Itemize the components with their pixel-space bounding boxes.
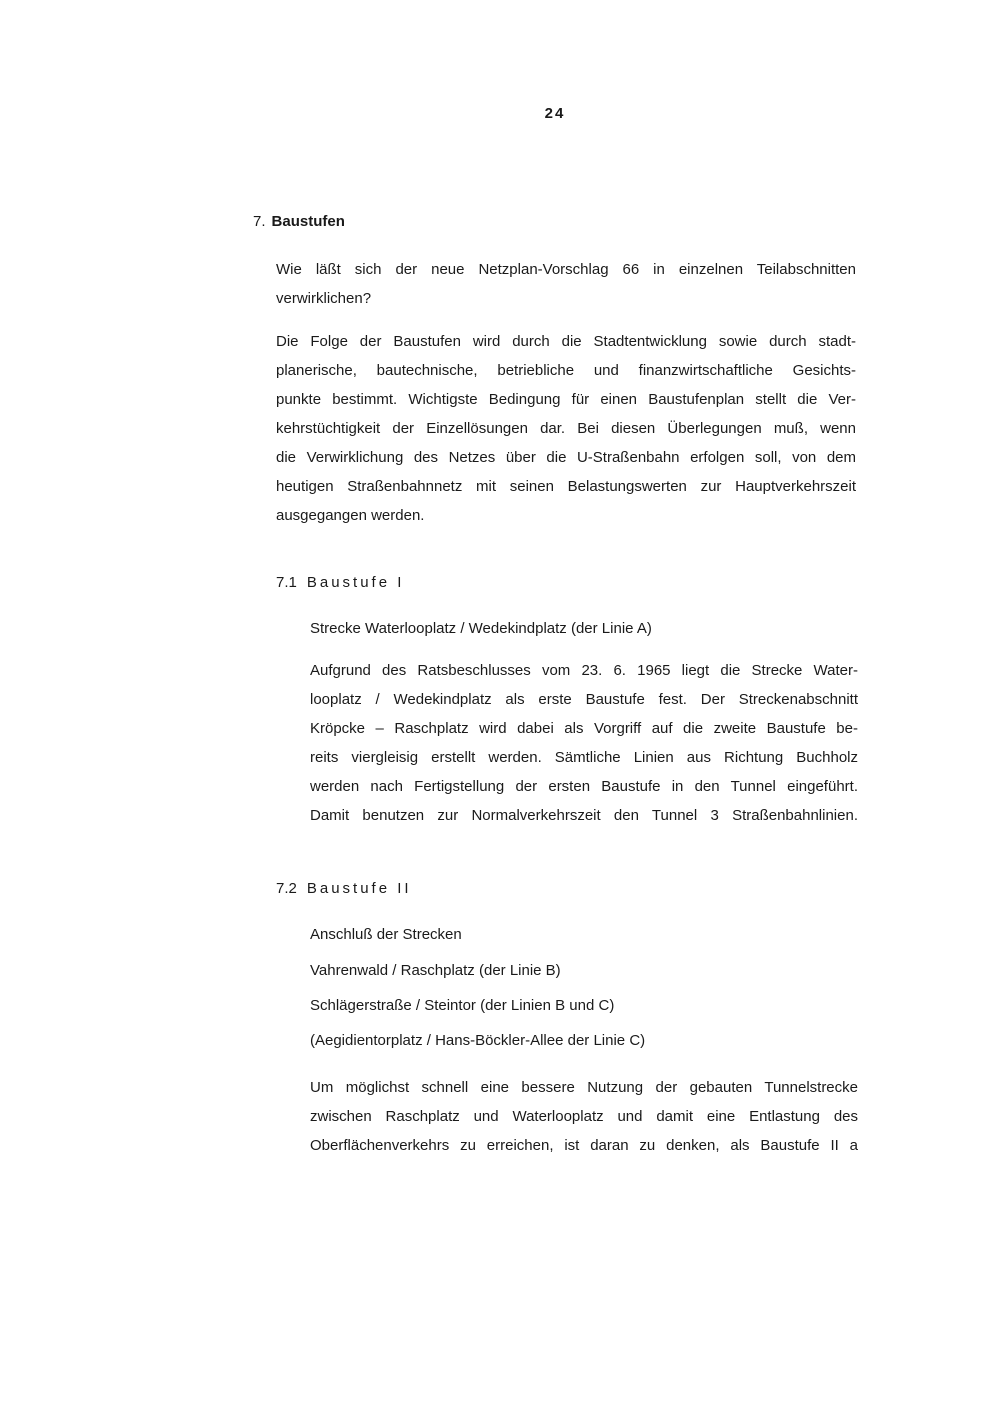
text-line: zwischen Raschplatz und Waterlooplatz und damit eine Entlastung des xyxy=(310,1108,858,1125)
intro-question xyxy=(276,255,856,313)
stage2-route: (Aegidientorplatz / Hans-Böckler-Allee der Linie C) xyxy=(310,1032,646,1049)
text-line: Aufgrund des Ratsbeschlusses vom 23. 6. 1965 liegt die Strecke Water- xyxy=(310,662,858,679)
text-line: Um möglichst schnell eine bessere Nutzung der gebauten Tunnelstrecke xyxy=(310,1079,858,1096)
text-line: verwirklichen? xyxy=(276,290,372,307)
stage2-body xyxy=(310,1073,858,1160)
stage1-heading xyxy=(276,574,404,591)
stage2-number: 7.2 xyxy=(276,880,297,897)
text-line: reits viergleisig erstellt werden. Sämtliche Linien aus Richtung Buchholz xyxy=(310,749,858,766)
stage2-title: Baustufe II xyxy=(306,880,412,897)
stage1-route: Strecke Waterlooplatz / Wedekindplatz (der Linie A) xyxy=(310,620,652,637)
text-line: ausgegangen werden. xyxy=(276,507,425,524)
text-line: Die Folge der Baustufen wird durch die Stadtentwicklung sowie durch stadt- xyxy=(276,333,856,350)
text-line: heutigen Straßenbahnnetz mit seinen Belastungswerten zur Hauptverkehrszeit xyxy=(276,478,856,495)
text-line: Wie läßt sich der neue Netzplan-Vorschlag 66 in einzelnen Teilabschnitten xyxy=(276,261,856,278)
intro-body xyxy=(276,327,856,530)
stage2-heading xyxy=(276,880,412,897)
stage2-route: Vahrenwald / Raschplatz (der Linie B) xyxy=(310,962,561,979)
text-line: punkte bestimmt. Wichtigste Bedingung für einen Baustufenplan stellt die Ver- xyxy=(276,391,856,408)
text-line: kehrstüchtigkeit der Einzellösungen dar. Bei diesen Überlegungen muß, wenn xyxy=(276,420,856,437)
text-line: werden nach Fertigstellung der ersten Baustufe in den Tunnel eingeführt. xyxy=(310,778,858,795)
stage2-route: Anschluß der Strecken xyxy=(310,926,462,943)
page-number: 24 xyxy=(544,105,566,122)
section-number: 7. xyxy=(253,213,266,230)
stage1-number: 7.1 xyxy=(276,574,297,591)
text-line: Damit benutzen zur Normalverkehrszeit den Tunnel 3 Straßenbahnlinien. xyxy=(310,807,858,824)
text-line: Kröpcke – Raschplatz wird dabei als Vorgriff auf die zweite Baustufe be- xyxy=(310,720,858,737)
stage1-title: Baustufe I xyxy=(306,574,405,591)
text-line: planerische, bautechnische, betriebliche und finanzwirtschaftliche Gesichts- xyxy=(276,362,856,379)
text-line: looplatz / Wedekindplatz als erste Baustufe fest. Der Streckenabschnitt xyxy=(310,691,858,708)
stage1-body xyxy=(310,656,858,830)
section-heading xyxy=(253,213,345,230)
text-line: die Verwirklichung des Netzes über die U-Straßenbahn erfolgen soll, von dem xyxy=(276,449,856,466)
text-line: Oberflächenverkehrs zu erreichen, ist daran zu denken, als Baustufe II a xyxy=(310,1137,858,1154)
stage2-route: Schlägerstraße / Steintor (der Linien B und C) xyxy=(310,997,615,1014)
section-title: Baustufen xyxy=(271,213,345,230)
